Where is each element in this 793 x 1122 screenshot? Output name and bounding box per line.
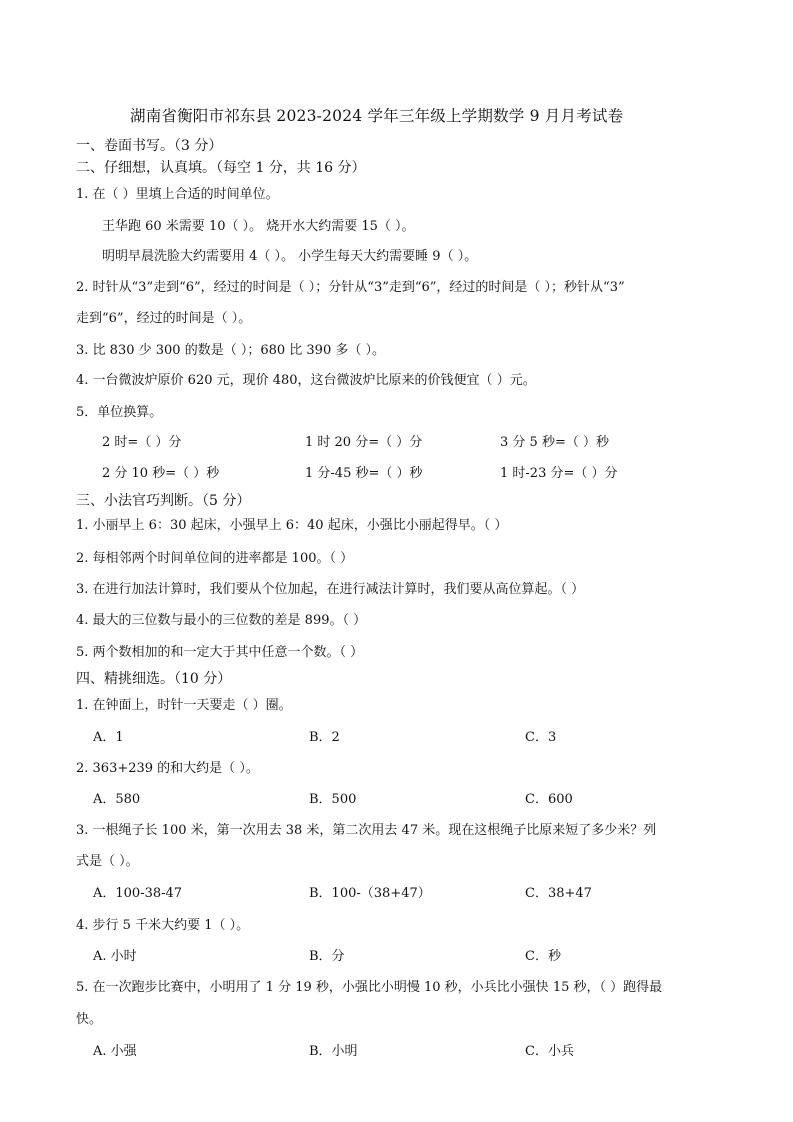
choice-question-2: 2. 363+239 的和大约是（ ）。 <box>76 761 259 776</box>
choice-question-5-line-a: 5. 在一次跑步比赛中，小明用了 1 分 19 秒，小强比小明慢 10 秒，小兵比小强快 15 秒，（ ）跑得最 <box>76 980 663 995</box>
choice-option-c: C．秒 <box>525 949 561 964</box>
unit-conversion-item: 1 分-45 秒=（ ）秒 <box>305 466 423 481</box>
choice-option-a: A. 小强 <box>93 1044 137 1059</box>
choice-question-3-line-a: 3. 一根绳子长 100 米，第一次用去 38 米，第二次用去 47 米。现在这根绳子比原来短了多少米？列 <box>76 823 657 838</box>
judgement-item: 5. 两个数相加的和一定大于其中任意一个数。（ ） <box>76 645 364 660</box>
choice-option-b: B．500 <box>309 792 357 807</box>
choice-option-a: A. 小时 <box>93 949 137 964</box>
choice-option-b: B．100-（38+47） <box>309 886 431 901</box>
s2-question-4: 4. 一台微波炉原价 620 元，现价 480，这台微波炉比原来的价钱便宜（ ）元。 <box>76 373 536 388</box>
choice-option-c: C．600 <box>525 792 573 807</box>
choice-option-b: B．分 <box>309 949 345 964</box>
choice-option-a: A．100-38-47 <box>93 886 183 901</box>
unit-conversion-item: 2 分 10 秒=（ ）秒 <box>102 466 220 481</box>
s2-question-1: 1. 在（ ）里填上合适的时间单位。 <box>76 187 279 202</box>
s2-question-1-line-a: 王华跑 60 米需要 10（ ）。 烧开水大约需要 15（ ）。 <box>102 219 415 234</box>
choice-option-c: C．3 <box>525 730 557 745</box>
judgement-item: 3. 在进行加法计算时，我们要从个位加起，在进行减法计算时，我们要从高位算起。（ ） <box>76 582 585 597</box>
choice-question-5-line-b: 快。 <box>76 1012 103 1027</box>
choice-question-3-line-b: 式是（ ）。 <box>76 854 139 869</box>
judgement-item: 2. 每相邻两个时间单位间的进率都是 100。（ ） <box>76 551 354 566</box>
choice-option-a: A．1 <box>93 730 124 745</box>
judgement-item: 1. 小丽早上 6：30 起床，小强早上 6：40 起床，小强比小丽起得早。（ ） <box>76 518 508 533</box>
choice-option-a: A．580 <box>93 792 141 807</box>
unit-conversion-item: 1 时 20 分=（ ）分 <box>305 435 423 450</box>
unit-conversion-item: 3 分 5 秒=（ ）秒 <box>500 435 609 450</box>
unit-conversion-item: 2 时=（ ）分 <box>102 435 182 450</box>
s2-question-5: 5．单位换算。 <box>76 405 163 420</box>
judgement-item: 4. 最大的三位数与最小的三位数的差是 899。（ ） <box>76 613 367 628</box>
s2-question-3: 3. 比 830 少 300 的数是（ ）；680 比 390 多（ ）。 <box>76 343 385 358</box>
choice-option-b: B．2 <box>309 730 340 745</box>
s2-question-2-line-a: 2. 时针从“3”走到“6”，经过的时间是（ ）；分针从“3”走到“6”，经过的时间是（ ）；秒针从“3” <box>76 280 625 295</box>
section-2-heading: 二、仔细想，认真填。（每空 1 分，共 16 分） <box>76 160 366 176</box>
unit-conversion-item: 1 时-23 分=（ ）分 <box>500 466 618 481</box>
choice-option-b: B．小明 <box>309 1044 358 1059</box>
choice-question-4: 4. 步行 5 千米大约要 1（ ）。 <box>76 918 250 933</box>
s2-question-2-line-b: 走到“6”，经过的时间是（ ）。 <box>76 311 252 326</box>
choice-question-1: 1. 在钟面上，时针一天要走（ ）圈。 <box>76 698 292 713</box>
choice-option-c: C．小兵 <box>525 1044 574 1059</box>
page-title: 湖南省衡阳市祁东县 2023-2024 学年三年级上学期数学 9 月月考试卷 <box>130 107 624 125</box>
section-3-heading: 三、小法官巧判断。（5 分） <box>76 493 251 509</box>
choice-option-c: C．38+47 <box>525 886 592 901</box>
section-4-heading: 四、精挑细选。（10 分） <box>76 671 232 687</box>
s2-question-1-line-b: 明明早晨洗脸大约需要用 4（ ）。 小学生每天大约需要睡 9（ ）。 <box>102 249 478 264</box>
section-1-heading: 一、卷面书写。（3 分） <box>76 138 223 154</box>
